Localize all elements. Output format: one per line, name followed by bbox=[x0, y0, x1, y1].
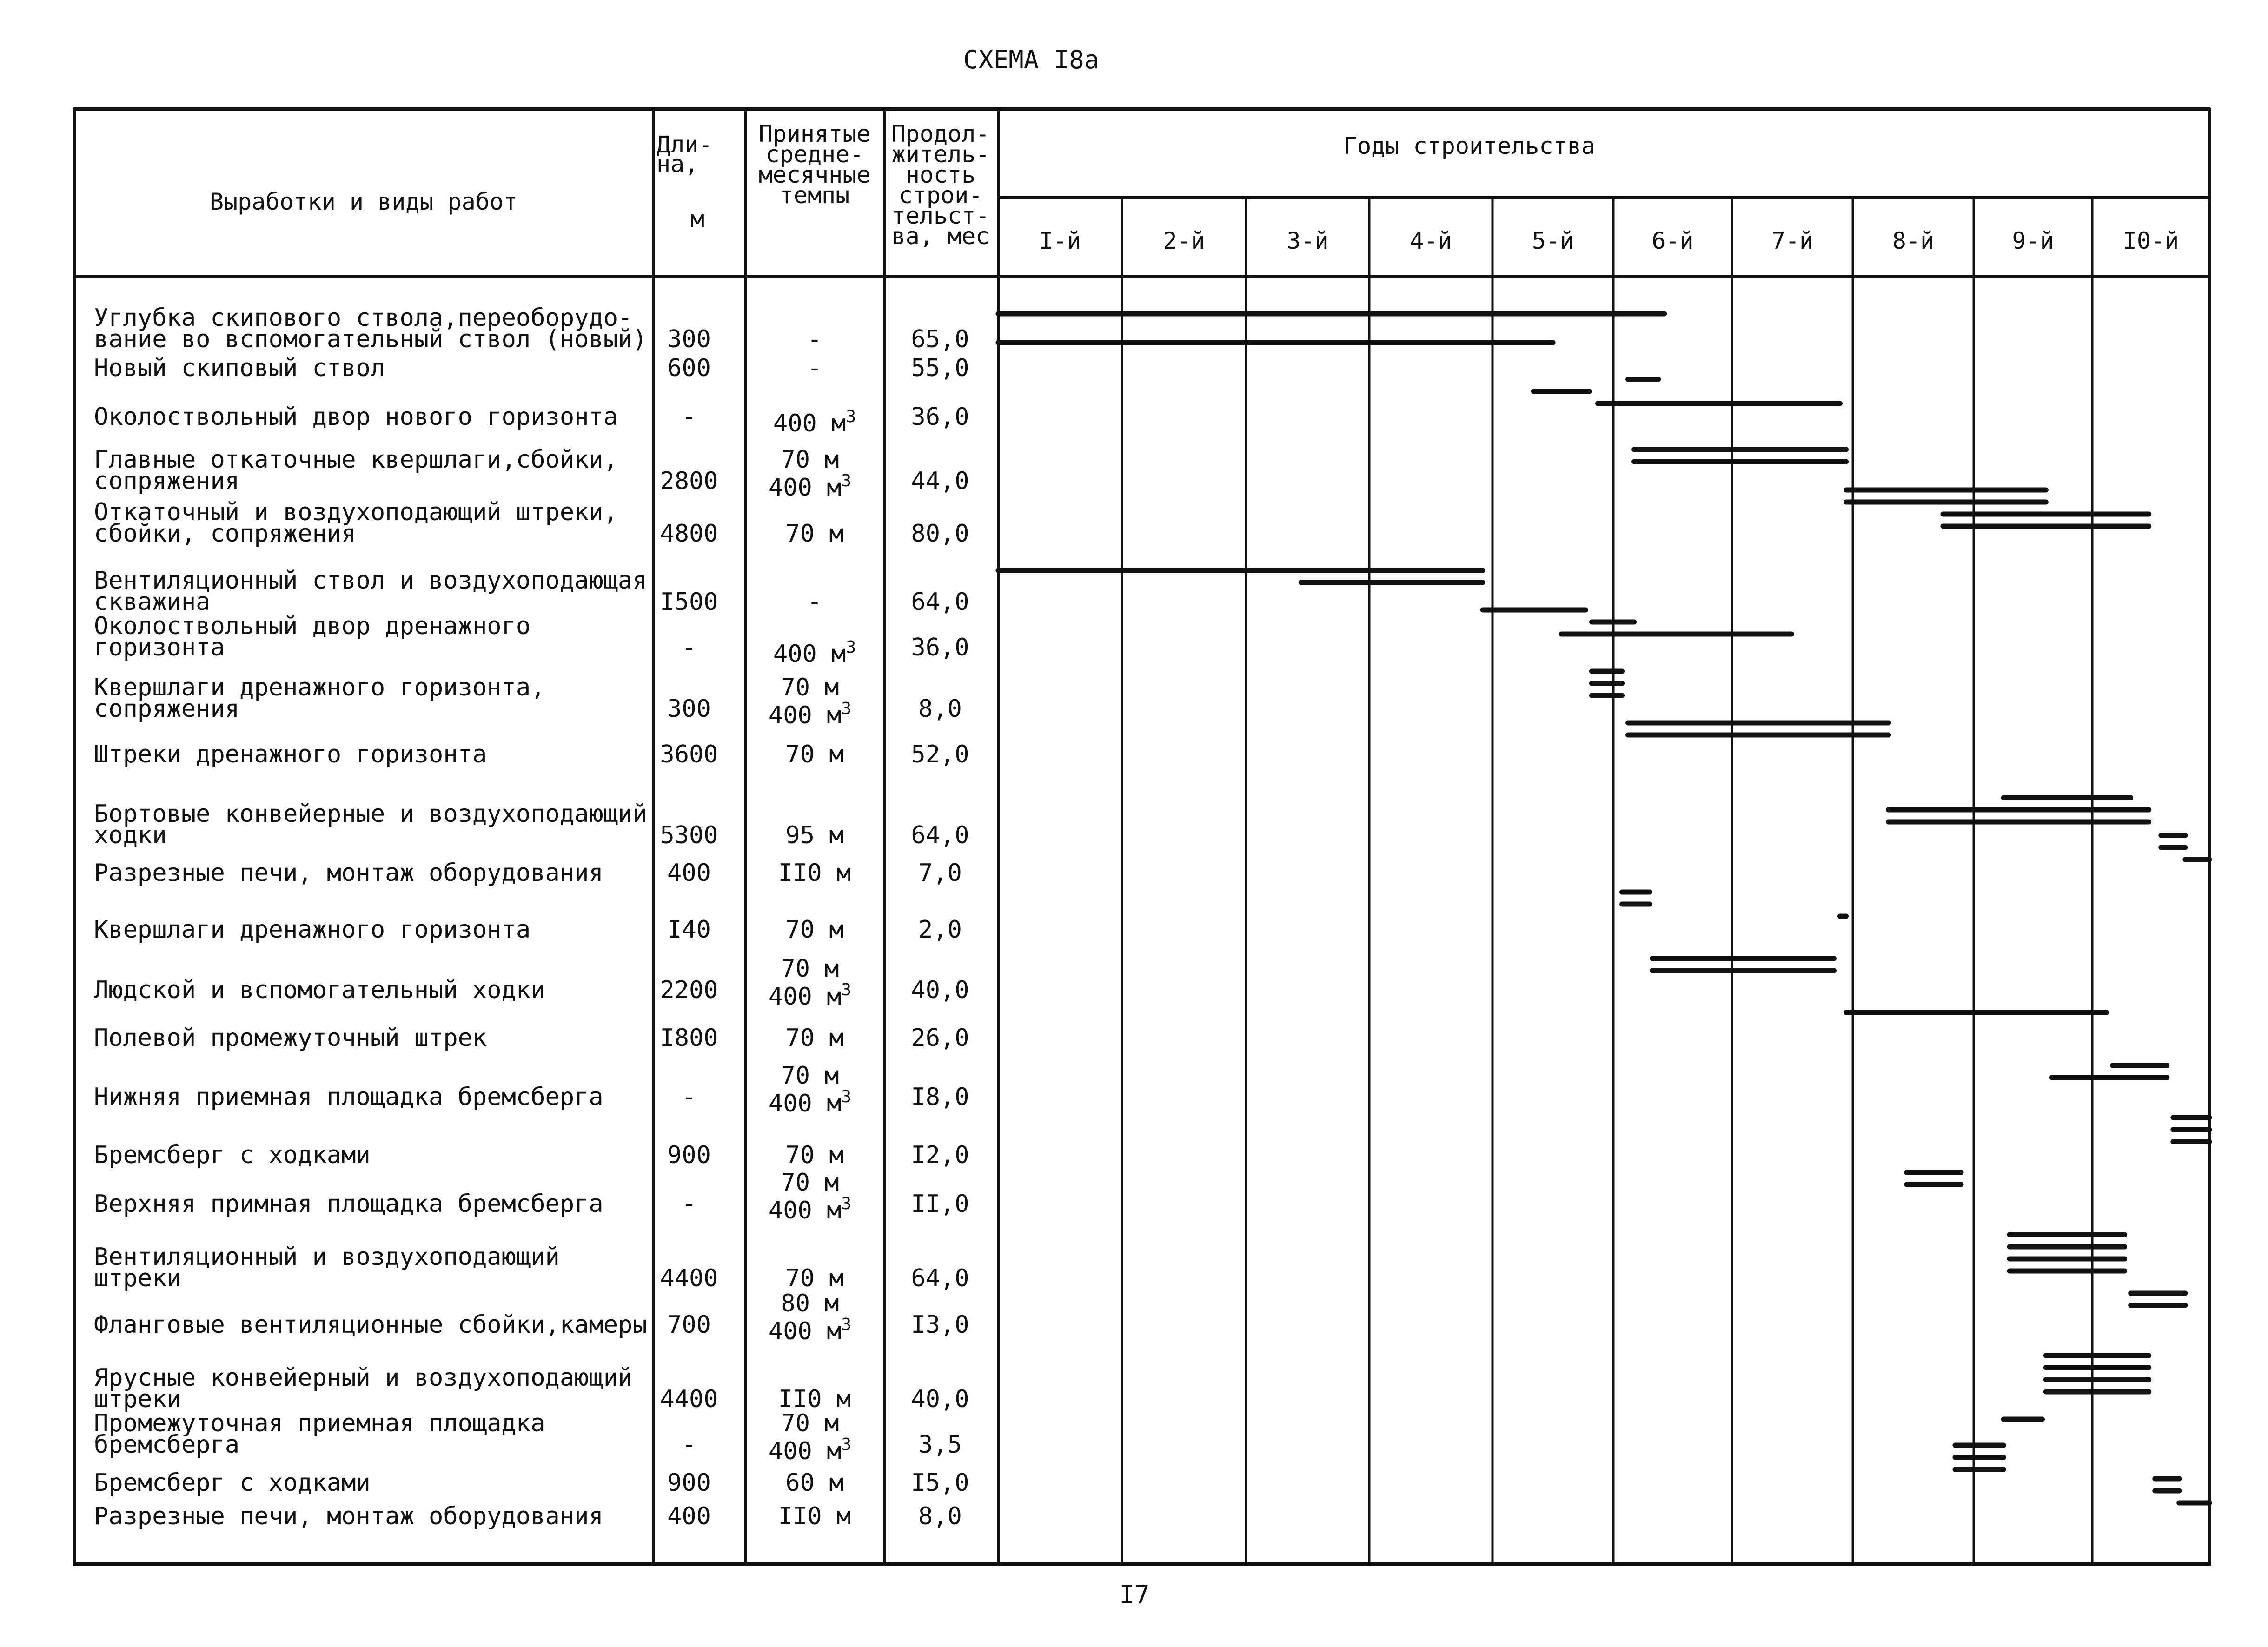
length-value: I800 bbox=[660, 1024, 718, 1052]
duration-column-header: ность bbox=[905, 161, 976, 188]
duration-value: 8,0 bbox=[918, 695, 962, 723]
superscript: 3 bbox=[841, 1087, 852, 1106]
rate-value: 70 м bbox=[781, 1169, 839, 1197]
work-name: сопряжения bbox=[94, 467, 240, 495]
rate-value: 70 м bbox=[781, 1062, 839, 1090]
duration-column-header: тельст- bbox=[891, 202, 990, 229]
length-value: 900 bbox=[667, 1141, 711, 1169]
duration-value: 65,0 bbox=[911, 325, 969, 353]
work-name: Штреки дренажного горизонта bbox=[94, 741, 487, 768]
rate-value: - bbox=[807, 588, 822, 616]
year-label: 8-й bbox=[1892, 227, 1935, 254]
year-label: 2-й bbox=[1163, 227, 1205, 254]
duration-value: I5,0 bbox=[911, 1469, 969, 1497]
work-name: вание во вспомогательный ствол (новый) bbox=[94, 325, 647, 353]
year-label: I-й bbox=[1039, 227, 1081, 254]
rate-column-header: Принятые bbox=[758, 120, 871, 147]
length-value: 5300 bbox=[660, 821, 718, 849]
length-value: I40 bbox=[667, 916, 711, 944]
works-column-header: Выработки и виды работ bbox=[209, 188, 518, 215]
duration-value: I8,0 bbox=[911, 1083, 969, 1111]
rate-value: - bbox=[807, 325, 822, 353]
rate-value: 70 м bbox=[785, 520, 844, 548]
work-name: ходки bbox=[94, 821, 167, 849]
work-name: Бремсберг с ходками bbox=[94, 1469, 371, 1497]
work-name: Людской и вспомогательный ходки bbox=[94, 976, 545, 1004]
superscript: 3 bbox=[841, 471, 852, 490]
duration-value: 36,0 bbox=[911, 403, 969, 431]
duration-value: 36,0 bbox=[911, 634, 969, 661]
page-title: СХЕМА I8а bbox=[963, 45, 1100, 74]
work-name: Фланговые вентиляционные сбойки,камеры bbox=[94, 1311, 647, 1339]
length-value: 300 bbox=[667, 695, 711, 723]
work-name: Главные откаточные квершлаги,сбойки, bbox=[94, 446, 618, 474]
rate-value: 400 $м^3$ bbox=[773, 407, 856, 437]
year-label: 5-й bbox=[1532, 227, 1574, 254]
duration-value: 64,0 bbox=[911, 588, 969, 616]
superscript: 3 bbox=[841, 699, 852, 718]
length-value: - bbox=[682, 1083, 696, 1111]
work-name: Полевой промежуточный штрек bbox=[94, 1024, 487, 1052]
rate-value: 70 м bbox=[785, 1024, 844, 1052]
length-value: 3600 bbox=[660, 741, 718, 768]
rate-value: 60 м bbox=[785, 1469, 844, 1497]
length-value: 4400 bbox=[660, 1264, 718, 1292]
length-column-header: Дли- bbox=[657, 131, 713, 158]
length-value: 900 bbox=[667, 1469, 711, 1497]
rate-value: 400 $м^3$ bbox=[768, 1435, 852, 1465]
work-name: Углубка скипового ствола,переоборудо- bbox=[94, 304, 633, 332]
duration-value: 40,0 bbox=[911, 1385, 969, 1413]
rate-value: 70 м bbox=[781, 955, 839, 983]
length-value: 2800 bbox=[660, 467, 718, 495]
rate-value: 95 м bbox=[785, 821, 844, 849]
superscript: 3 bbox=[841, 1194, 852, 1213]
superscript: 3 bbox=[846, 638, 856, 657]
rate-value: 400 $м^3$ bbox=[768, 471, 852, 502]
rate-value: 400 $м^3$ bbox=[768, 699, 852, 729]
superscript: 3 bbox=[846, 407, 856, 426]
work-name: Квершлаги дренажного горизонта, bbox=[94, 674, 545, 701]
work-name: Нижняя приемная площадка бремсберга bbox=[94, 1083, 603, 1111]
rate-column-header: темпы bbox=[779, 182, 850, 209]
work-name: Бортовые конвейерные и воздухоподающий bbox=[94, 800, 647, 828]
work-name: Квершлаги дренажного горизонта bbox=[94, 916, 531, 944]
superscript: 3 bbox=[841, 1315, 852, 1334]
work-name: Откаточный и воздухоподающий штреки, bbox=[94, 498, 618, 526]
rate-value: 70 м bbox=[781, 1409, 839, 1437]
work-name: Вентиляционный и воздухоподающий bbox=[94, 1243, 560, 1271]
duration-column-header: строи- bbox=[898, 182, 983, 209]
length-value: 700 bbox=[667, 1311, 711, 1339]
length-value: 4400 bbox=[660, 1385, 718, 1413]
superscript: 3 bbox=[841, 980, 852, 999]
duration-value: I2,0 bbox=[911, 1141, 969, 1169]
rate-value: 80 м bbox=[781, 1290, 839, 1317]
work-name: Верхняя примная площадка бремсберга bbox=[94, 1190, 603, 1218]
rate-value: 400 $м^3$ bbox=[773, 638, 856, 668]
length-value: - bbox=[682, 403, 696, 431]
rate-value: 400 $м^3$ bbox=[768, 1315, 852, 1345]
rate-value: 70 м bbox=[785, 741, 844, 768]
superscript: 3 bbox=[841, 1435, 852, 1454]
work-name: Ярусные конвейерный и воздухоподающий bbox=[94, 1364, 633, 1392]
work-name: Разрезные печи, монтаж оборудования bbox=[94, 859, 603, 887]
length-value: - bbox=[682, 634, 696, 661]
duration-column-header: ва, мес bbox=[891, 223, 990, 250]
length-value: 400 bbox=[667, 859, 711, 887]
year-label: I0-й bbox=[2122, 227, 2179, 254]
length-value: 2200 bbox=[660, 976, 718, 1004]
work-name: Бремсберг с ходками bbox=[94, 1141, 371, 1169]
year-label: 6-й bbox=[1651, 227, 1694, 254]
rate-value: II0 м bbox=[778, 859, 851, 887]
duration-value: 7,0 bbox=[918, 859, 962, 887]
work-name: Промежуточная приемная площадка bbox=[94, 1409, 545, 1437]
work-name: штреки bbox=[94, 1264, 181, 1292]
rate-value: 70 м bbox=[781, 674, 839, 701]
duration-column-header: житель- bbox=[891, 141, 990, 168]
year-label: 7-й bbox=[1771, 227, 1814, 254]
work-name: горизонта bbox=[94, 634, 225, 661]
length-value: 4800 bbox=[660, 520, 718, 548]
work-name: штреки bbox=[94, 1385, 181, 1413]
rate-value: II0 м bbox=[778, 1502, 851, 1530]
work-name: скважина bbox=[94, 588, 211, 616]
rate-value: 70 м bbox=[781, 446, 839, 474]
work-name: Новый скиповый ствол bbox=[94, 354, 385, 382]
length-value: 600 bbox=[667, 354, 711, 382]
duration-value: 26,0 bbox=[911, 1024, 969, 1052]
rate-column-header: месячные bbox=[758, 161, 871, 188]
duration-value: 64,0 bbox=[911, 821, 969, 849]
duration-value: 44,0 bbox=[911, 467, 969, 495]
duration-value: 80,0 bbox=[911, 520, 969, 548]
rate-value: 400 $м^3$ bbox=[768, 1194, 852, 1224]
duration-column-header: Продол- bbox=[891, 120, 990, 147]
work-name: Околоствольный двор дренажного bbox=[94, 612, 531, 640]
work-name: сопряжения bbox=[94, 695, 240, 723]
work-name: сбойки, сопряжения bbox=[94, 520, 356, 548]
duration-value: 2,0 bbox=[918, 916, 962, 944]
length-value: I500 bbox=[660, 588, 718, 616]
rate-value: 70 м bbox=[785, 1141, 844, 1169]
duration-value: 3,5 bbox=[918, 1431, 962, 1459]
years-title: Годы строительства bbox=[1343, 132, 1595, 159]
duration-value: 40,0 bbox=[911, 976, 969, 1004]
duration-value: 8,0 bbox=[918, 1502, 962, 1530]
length-column-header: на, bbox=[657, 151, 699, 178]
year-label: 4-й bbox=[1410, 227, 1452, 254]
work-name: бремсберга bbox=[94, 1431, 240, 1459]
rate-value: 400 $м^3$ bbox=[768, 980, 852, 1011]
work-name: Околоствольный двор нового горизонта bbox=[94, 403, 618, 431]
page-number: I7 bbox=[1119, 1580, 1150, 1609]
year-label: 9-й bbox=[2012, 227, 2054, 254]
rate-value: II0 м bbox=[778, 1385, 851, 1413]
duration-value: I3,0 bbox=[911, 1311, 969, 1339]
length-value: 400 bbox=[667, 1502, 711, 1530]
rate-value: - bbox=[807, 354, 822, 382]
length-value: - bbox=[682, 1190, 696, 1218]
work-name: Разрезные печи, монтаж оборудования bbox=[94, 1502, 603, 1530]
rate-value: 70 м bbox=[785, 916, 844, 944]
rate-value: 70 м bbox=[785, 1264, 844, 1292]
length-column-header: м bbox=[690, 205, 705, 232]
duration-value: 55,0 bbox=[911, 354, 969, 382]
duration-value: II,0 bbox=[911, 1190, 969, 1218]
duration-value: 52,0 bbox=[911, 741, 969, 768]
year-label: 3-й bbox=[1287, 227, 1329, 254]
duration-value: 64,0 bbox=[911, 1264, 969, 1292]
length-value: - bbox=[682, 1431, 696, 1459]
rate-value: 400 $м^3$ bbox=[768, 1087, 852, 1118]
rate-column-header: средне- bbox=[765, 141, 864, 168]
work-name: Вентиляционный ствол и воздухоподающая bbox=[94, 567, 647, 595]
length-value: 300 bbox=[667, 325, 711, 353]
